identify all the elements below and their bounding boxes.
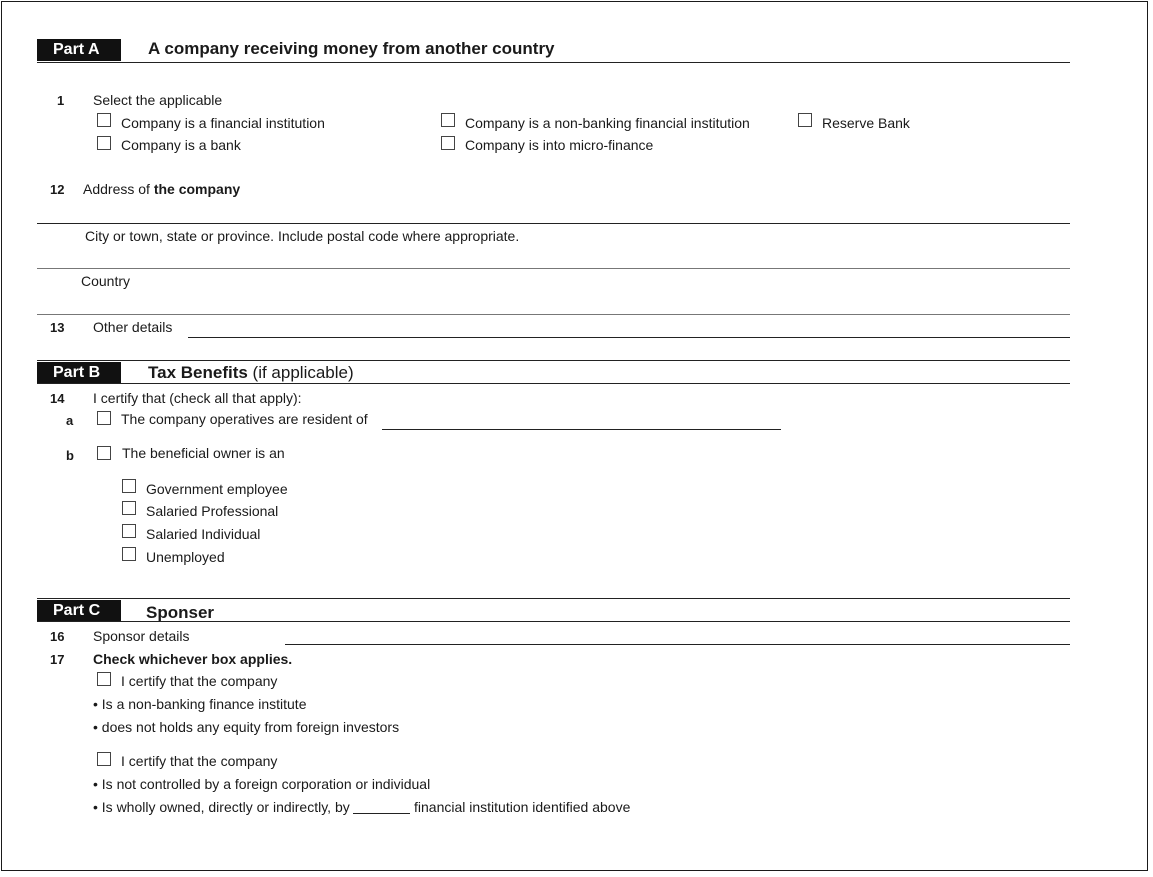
part-a-tab: Part A (37, 39, 121, 61)
other-details-line[interactable] (188, 337, 1070, 338)
resident-country-line[interactable] (382, 429, 781, 430)
certify-2-bullet-2-suffix: financial institution identified above (414, 799, 631, 815)
checkbox-beneficial-owner[interactable] (97, 446, 111, 460)
form-page (1, 1, 1148, 871)
checkbox-salaried-individual[interactable] (122, 524, 136, 538)
certify-1-label: I certify that the company (121, 673, 278, 689)
q12-label: Address of the company (83, 181, 241, 197)
checkbox-financial-institution[interactable] (97, 113, 111, 127)
checkbox-non-banking-financial[interactable] (441, 113, 455, 127)
checkbox-government-employee[interactable] (122, 479, 136, 493)
option-salaried-professional: Salaried Professional (146, 503, 279, 519)
q17-number: 17 (50, 652, 65, 667)
part-b-rule (37, 383, 1070, 384)
checkbox-salaried-professional[interactable] (122, 501, 136, 515)
part-b-top-rule (37, 360, 1070, 361)
country-label: Country (81, 273, 131, 289)
certify-1-bullet-2: • does not holds any equity from foreign investors (93, 719, 400, 735)
q14a-label: The company operatives are resident of (121, 411, 368, 427)
sponsor-details-line[interactable] (285, 644, 1070, 645)
q16-number: 16 (50, 629, 65, 644)
part-b-tab: Part B (37, 362, 121, 384)
q14-label: I certify that (check all that apply): (93, 390, 302, 406)
checkbox-reserve-bank[interactable] (798, 113, 812, 127)
q14b-label: The beneficial owner is an (122, 445, 285, 461)
q1-label: Select the applicable (93, 92, 223, 108)
option-reserve-bank: Reserve Bank (822, 115, 910, 131)
checkbox-unemployed[interactable] (122, 547, 136, 561)
option-micro-finance: Company is into micro-finance (465, 137, 654, 153)
checkbox-operatives-resident[interactable] (97, 411, 111, 425)
option-government-employee: Government employee (146, 481, 288, 497)
city-line[interactable] (37, 268, 1070, 269)
checkbox-certify-2[interactable] (97, 752, 111, 766)
option-unemployed: Unemployed (146, 549, 225, 565)
option-non-banking-financial: Company is a non-banking financial institution (465, 115, 750, 131)
part-b-title: Tax Benefits (if applicable) (148, 363, 354, 382)
q17-label: Check whichever box applies. (93, 651, 293, 667)
q1-number: 1 (57, 93, 65, 108)
q14b-letter: b (66, 448, 74, 463)
part-c-rule (37, 621, 1070, 622)
option-bank: Company is a bank (121, 137, 241, 153)
option-financial-institution: Company is a financial institution (121, 115, 325, 131)
q14-number: 14 (50, 391, 65, 406)
city-label: City or town, state or province. Include postal code where appropriate. (85, 228, 520, 244)
part-c-top-rule (37, 598, 1070, 599)
certify-2-label: I certify that the company (121, 753, 278, 769)
certify-1-bullet-1: • Is a non-banking finance institute (93, 696, 307, 712)
country-line[interactable] (37, 314, 1070, 315)
certify-2-bullet-1: • Is not controlled by a foreign corporation or individual (93, 776, 431, 792)
q13-label: Other details (93, 319, 173, 335)
part-a-rule (37, 62, 1070, 63)
part-a-title: A company receiving money from another country (148, 39, 555, 58)
q12-number: 12 (50, 182, 65, 197)
q13-number: 13 (50, 320, 65, 335)
checkbox-bank[interactable] (97, 136, 111, 150)
checkbox-micro-finance[interactable] (441, 136, 455, 150)
owner-blank-line[interactable] (353, 813, 410, 814)
part-c-title: Sponser (146, 603, 215, 622)
address-line[interactable] (37, 223, 1070, 224)
part-c-tab: Part C (37, 600, 121, 622)
option-salaried-individual: Salaried Individual (146, 526, 261, 542)
certify-2-bullet-2: • Is wholly owned, directly or indirectly, by (93, 799, 350, 815)
checkbox-certify-1[interactable] (97, 672, 111, 686)
q16-label: Sponsor details (93, 628, 190, 644)
q14a-letter: a (66, 413, 74, 428)
